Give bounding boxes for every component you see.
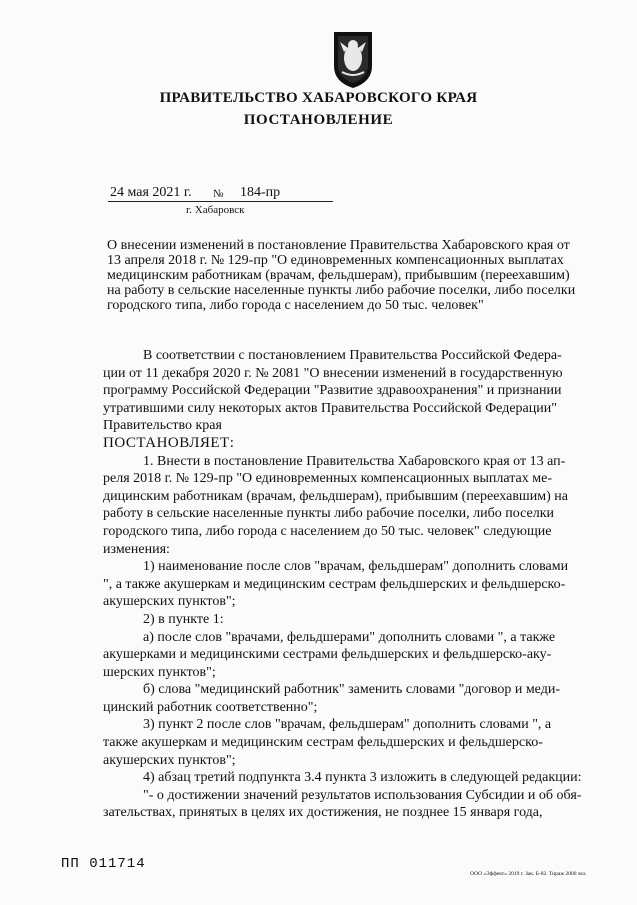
body-line: акушерских пунктов";	[103, 752, 236, 768]
body-line: В соответствии с постановлением Правительства Российской Федера-	[143, 348, 562, 363]
body-line: работу в сельские населенные пункты либо рабочие поселки, либо поселки	[103, 506, 554, 522]
body-line: ПОСТАНОВЛЯЕТ:	[103, 434, 235, 451]
body-line: зательствах, принятых в целях их достижения, не позднее 15 января года,	[103, 805, 543, 821]
body-line: б) слова "медицинский работник" заменить словами "договор и меди-	[143, 682, 560, 698]
date-underline	[108, 201, 333, 202]
number-mark: №	[213, 188, 224, 200]
body-line: 2) в пункте 1:	[143, 611, 224, 627]
body-line: а) после слов "врачами, фельдшерами" дополнить словами ", а также	[143, 629, 556, 645]
coat-of-arms-icon	[330, 28, 376, 90]
body-line: программу Российской Федерации "Развитие здравоохранения" и признании	[103, 383, 562, 399]
body-line: 1) наименование после слов "врачам, фельдшерам" дополнить словами	[143, 559, 569, 575]
body-line: акушерских пунктов";	[103, 594, 236, 610]
title-line: О внесении изменений в постановление Правительства Хабаровского края от	[107, 238, 570, 253]
document-number: 184-пр	[240, 185, 281, 200]
body-line: акушерками и медицинскими сестрами фельдшерских и фельдшерско-аку-	[103, 647, 552, 663]
body-line: изменения:	[103, 541, 170, 557]
title-line: городского типа, либо города с населением до 50 тыс. человек"	[107, 298, 484, 313]
body-line: реля 2018 г. № 129-пр "О единовременных компенсационных выплатах ме-	[103, 471, 553, 487]
body-line: шерских пунктов";	[103, 664, 216, 680]
body-line: 4) абзац третий подпункта 3.4 пункта 3 изложить в следующей редакции:	[143, 770, 582, 786]
body-line: "- о достижении значений результатов использования Субсидии и об обя-	[143, 787, 582, 803]
title-line: медицинским работникам (врачам, фельдшерам), прибывшим (переехавшим)	[107, 268, 570, 283]
body-line: ", а также акушеркам и медицинским сестрам фельдшерских и фельдшерско-	[103, 576, 566, 592]
body-line: утратившими силу некоторых актов Правительства Российской Федерации"	[103, 400, 557, 416]
document-type: ПОСТАНОВЛЕНИЕ	[243, 112, 394, 128]
body-line: 1. Внести в постановление Правительства Хабаровского края от 13 ап-	[143, 453, 566, 469]
document-body	[103, 347, 613, 822]
body-line: ции от 11 декабря 2020 г. № 2081 "О внесении изменений в государственную	[103, 365, 563, 381]
document-date: 24 мая 2021 г.	[110, 185, 192, 200]
document-title	[107, 238, 612, 313]
printer-info: ООО «Эффект» 2019 г. Зак. Б-82. Тираж 2000 экз.	[470, 871, 587, 877]
body-line: городского типа, либо города с населением до 50 тыс. человек" следующие	[103, 523, 552, 539]
title-line: на работу в сельские населенные пункты либо рабочие поселки, либо поселки	[107, 283, 576, 298]
document-city: г. Хабаровск	[186, 204, 245, 216]
body-line: цинский работник соответственно";	[103, 699, 318, 715]
body-line: 3) пункт 2 после слов "врачам, фельдшерам" дополнить словами ", а	[143, 717, 552, 733]
government-name: ПРАВИТЕЛЬСТВО ХАБАРОВСКОГО КРАЯ	[159, 90, 478, 106]
body-line: Правительство края	[103, 418, 222, 434]
title-line: 13 апреля 2018 г. № 129-пр "О единовременных компенсационных выплатах	[107, 253, 564, 268]
form-code: ПП 011714	[61, 856, 146, 872]
body-line: дицинским работникам (врачам, фельдшерам), прибывшим (переехавшим) на	[103, 488, 568, 504]
body-line: также акушеркам и медицинским сестрам фельдшерских и фельдшерско-	[103, 735, 543, 751]
